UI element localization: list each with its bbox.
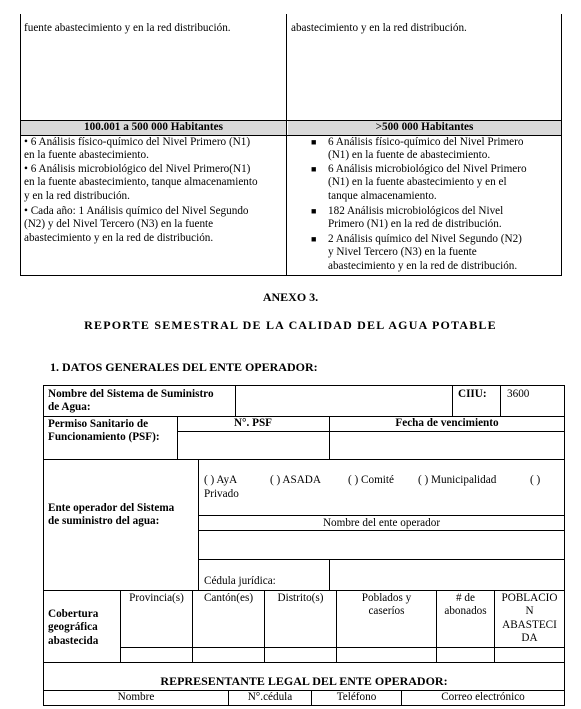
- canton-field[interactable]: [193, 648, 264, 661]
- phone-column-header: Teléfono: [336, 691, 377, 703]
- psf-number-label: N°. PSF: [233, 417, 273, 429]
- subscribers-column-header: [437, 592, 494, 619]
- right-requirement-item: [328, 233, 522, 273]
- canton-column-header: Cantón(es): [203, 592, 254, 604]
- requirement-line: abastecimiento y en la red de distribución.: [328, 259, 518, 272]
- section-heading: 1. DATOS GENERALES DEL ENTE OPERADOR:: [50, 360, 318, 374]
- towns-field[interactable]: [337, 648, 436, 661]
- label-line: geográfica: [48, 621, 98, 634]
- square-bullet-icon: ■: [311, 206, 317, 216]
- label-line: DA: [521, 632, 538, 645]
- requirement-line: 2 Análisis químico del Nivel Segundo (N2): [328, 233, 522, 245]
- table-border-middle: [286, 14, 287, 276]
- email-column-header: Correo electrónico: [441, 691, 525, 703]
- grid-line: [500, 385, 501, 416]
- right-requirement-item: [328, 136, 523, 163]
- operator-type-option-private-label: Privado: [204, 488, 239, 500]
- id-number-column-header: N°.cédula: [247, 691, 293, 703]
- requirement-line: (N1) en la fuente de abastecimiento.: [328, 149, 491, 162]
- operator-type-option-private-checkbox[interactable]: ( ): [530, 474, 541, 486]
- requirement-line: en la fuente abastecimiento, tanque almacenamiento: [24, 176, 258, 189]
- left-requirement-item: [24, 205, 249, 245]
- form-right-line: [564, 385, 565, 706]
- subscribers-field[interactable]: [437, 648, 494, 661]
- square-bullet-icon: ■: [311, 234, 317, 244]
- square-bullet-icon: ■: [311, 137, 317, 147]
- right-requirement-item: [328, 205, 503, 232]
- grid-line: [452, 385, 453, 416]
- district-field[interactable]: [265, 648, 336, 661]
- label-line: POBLACIO: [501, 592, 558, 604]
- requirement-line: • 6 Análisis físico-químico del Nivel Primero (N1): [24, 136, 251, 148]
- label-line: abonados: [444, 605, 487, 618]
- permit-label: [48, 418, 160, 445]
- system-name-field[interactable]: [236, 386, 451, 415]
- left-requirement-item: [24, 163, 258, 203]
- annex-number: ANEXO 3.: [262, 290, 319, 304]
- label-line: Permiso Sanitario de: [48, 418, 149, 430]
- label-line: Poblados y: [361, 592, 412, 604]
- grid-line: [198, 515, 565, 516]
- requirement-line: 6 Análisis microbiológico del Nivel Primero: [328, 163, 527, 175]
- label-line: ABASTECI: [502, 618, 557, 631]
- label-line: de suministro del agua:: [48, 515, 160, 528]
- requirement-line: (N2) y del Nivel Tercero (N3) en la fuente: [24, 218, 214, 231]
- province-column-header: Provincia(s): [129, 592, 184, 604]
- ciiu-label: CIIU:: [458, 388, 487, 400]
- population-range-header-right: >500 000 Habitantes: [375, 121, 474, 133]
- population-served-column-header: [495, 592, 564, 646]
- right-continuation-text: abastecimiento y en la red distribución.: [291, 22, 467, 34]
- table-border-right: [561, 14, 562, 276]
- requirement-line: 182 Análisis microbiológicos del Nivel: [328, 205, 504, 217]
- label-line: de Agua:: [48, 401, 91, 414]
- legal-representative-heading: REPRESENTANTE LEGAL DEL ENTE OPERADOR:: [160, 674, 448, 688]
- left-requirement-item: [24, 136, 250, 163]
- requirement-line: Primero (N1) en la red de distribución.: [328, 218, 502, 231]
- requirement-line: 6 Análisis físico-químico del Nivel Primero: [328, 136, 524, 148]
- towns-column-header: [337, 592, 436, 619]
- annex-title: REPORTE SEMESTRAL DE LA CALIDAD DEL AGUA POTABLE: [84, 318, 497, 332]
- label-line: # de: [456, 592, 475, 604]
- operator-name-field[interactable]: [199, 531, 564, 558]
- legal-id-label: Cédula jurídica:: [204, 575, 276, 587]
- requirement-line: (N1) en la fuente abastecimiento y en el: [328, 176, 507, 189]
- requirement-line: y Nivel Tercero (N3) en la fuente: [328, 246, 477, 259]
- form-left-line: [43, 385, 44, 706]
- ciiu-value[interactable]: 3600: [507, 388, 530, 400]
- form-bottom-line: [43, 705, 565, 706]
- label-line: N: [525, 605, 534, 618]
- requirement-line: abastecimiento y en la red de distribución.: [24, 231, 214, 244]
- label-line: abastecida: [48, 634, 99, 647]
- expiry-date-field[interactable]: [330, 432, 564, 458]
- table-bottom-line: [20, 275, 562, 276]
- system-name-label: [48, 388, 214, 415]
- psf-number-field[interactable]: [178, 432, 328, 458]
- table-border-left: [20, 14, 21, 276]
- operator-type-option-aya[interactable]: ( ) AyA: [204, 474, 238, 486]
- right-requirement-item: [328, 163, 527, 203]
- label-line: Funcionamiento (PSF):: [48, 431, 160, 444]
- grid-line: [43, 590, 565, 591]
- district-column-header: Distrito(s): [277, 592, 324, 604]
- operator-type-option-comite[interactable]: ( ) Comité: [348, 474, 394, 486]
- requirement-line: y en la red distribución.: [24, 189, 130, 202]
- label-line: Ente operador del Sistema: [48, 502, 175, 514]
- operator-label: [48, 502, 174, 529]
- requirement-line: • Cada año: 1 Análisis químico del Nivel Segundo: [24, 205, 249, 217]
- grid-line: [43, 459, 565, 460]
- expiry-date-label: Fecha de vencimiento: [395, 417, 499, 429]
- operator-type-option-municipalidad[interactable]: ( ) Municipalidad: [418, 474, 497, 486]
- left-continuation-text: fuente abastecimiento y en la red distribución.: [24, 22, 231, 34]
- grid-line: [43, 662, 565, 663]
- operator-name-label: Nombre del ente operador: [322, 517, 441, 529]
- population-served-field[interactable]: [495, 648, 564, 661]
- requirement-line: tanque almacenamiento.: [328, 189, 437, 202]
- province-field[interactable]: [121, 648, 192, 661]
- label-line: Cobertura: [48, 608, 99, 620]
- coverage-label: [48, 608, 98, 648]
- name-column-header: Nombre: [117, 691, 155, 703]
- label-line: caseríos: [368, 605, 405, 618]
- operator-type-option-asada[interactable]: ( ) ASADA: [270, 474, 321, 486]
- label-line: Nombre del Sistema de Suministro: [48, 388, 214, 400]
- legal-id-field[interactable]: [330, 560, 564, 589]
- requirement-line: • 6 Análisis microbiológico del Nivel Primero(N1): [24, 163, 251, 175]
- requirement-line: en la fuente abastecimiento.: [24, 149, 149, 162]
- population-range-header-left: 100.001 a 500 000 Habitantes: [84, 121, 223, 133]
- square-bullet-icon: ■: [311, 164, 317, 174]
